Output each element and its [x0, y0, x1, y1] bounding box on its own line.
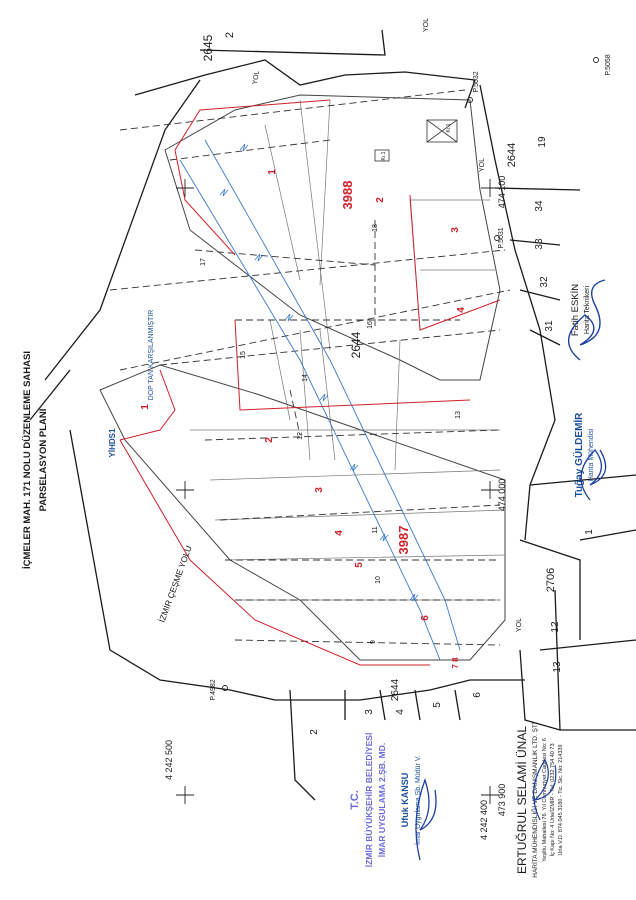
island-16: 16 — [367, 321, 374, 329]
survey-points — [223, 58, 599, 691]
neighbor-13: 13 — [552, 661, 563, 673]
neighbor-6: 6 — [472, 692, 483, 698]
road-yol-2: YOL — [423, 17, 430, 33]
grid-crosses — [176, 179, 499, 804]
island-10: 10 — [375, 576, 382, 584]
coord-474100: 474 100 — [497, 175, 507, 209]
point-p5032: P.5032 — [473, 71, 480, 93]
block-2645: 2645 — [201, 34, 215, 62]
parcel-4: 4 — [334, 530, 345, 536]
parcel-1-top: 1 — [267, 169, 278, 175]
island-18: 18 — [372, 224, 379, 232]
person1-title: İmar Uygulama Şb. Müdür V. — [415, 755, 422, 845]
road-yol-3: YOL — [479, 157, 486, 173]
parcel-3-top: 3 — [450, 227, 461, 233]
person3-title: Harita Teknikeri — [584, 285, 591, 335]
point-p5058: P.5058 — [605, 54, 612, 76]
person1-name: Ufuk KANSU — [400, 772, 410, 828]
block-2644-bottom: 2644 — [390, 678, 401, 702]
point-p5031: P.5031 — [498, 227, 505, 249]
company-sub: HARİTA MÜHENDİSLİĞİ VE DANIŞMANLIK LTD. ŞTİ — [532, 722, 539, 878]
neighbor-31: 31 — [544, 320, 555, 332]
island-14: 14 — [302, 374, 309, 382]
block-2706: 2706 — [545, 567, 557, 593]
island-12: 12 — [297, 432, 304, 440]
building-label-k1b: Kı.1 — [381, 151, 387, 161]
point-marker-p5058 — [594, 58, 599, 63]
company-name: ERTUĞRUL SELAMİ ÜNAL — [515, 725, 529, 875]
stamp-tc: T.C. — [349, 790, 361, 810]
stamp-municipality-name: İZMİR BÜYÜKŞEHİR BELEDİYESİ — [364, 732, 374, 868]
parcel-1: 1 — [140, 404, 151, 410]
coord-4242400: 4 242 400 — [479, 799, 489, 841]
coord-474000: 474 000 — [497, 478, 507, 512]
municipality-stamp — [349, 733, 387, 868]
neighbor-19: 19 — [537, 136, 548, 148]
neighbor-32: 32 — [539, 276, 550, 288]
block-2644-right: 2644 — [506, 142, 518, 168]
person2-title: Harita Mühendisi — [588, 428, 595, 482]
plan-title — [22, 351, 49, 569]
stamp-municipality-unit: İMAR UYGULAMA 2.ŞB. MD. — [377, 742, 387, 858]
buildings — [375, 120, 457, 161]
parcel-3: 3 — [314, 487, 325, 493]
coord-4242500: 4 242 500 — [164, 739, 174, 781]
title-line2: PARSELASYON PLANI — [38, 408, 49, 512]
company-addr1: Yeşiltu Mahallesi 76. Yıl Cumhuriyet Caddesi No: 6 — [542, 738, 548, 862]
parcel-4-top: 4 — [456, 307, 467, 313]
dop-note: DOP TAN KARŞILANMIŞTIR — [148, 309, 155, 401]
road-yol-4: YOL — [516, 617, 523, 633]
neighbor-12: 12 — [550, 621, 561, 633]
block-3988: 3988 — [340, 180, 355, 210]
parcel-6: 6 — [420, 615, 431, 621]
neighbor-33: 33 — [534, 238, 545, 250]
road-name: İZMİR ÇEŞME YOLU — [156, 544, 194, 624]
neighbor-4: 4 — [395, 709, 406, 715]
block-3987: 3987 — [396, 525, 411, 555]
yihds-label: YİHDS1 — [108, 428, 117, 458]
neighbor-2-top: 2 — [224, 31, 236, 39]
title-line1: İÇMELER MAH. 171 NOLU DÜZENLEME SAHASI — [22, 351, 33, 569]
company-addr3: Urla V.D. 874 045 3180 - Tic. Sic. No: 214339 — [558, 744, 564, 856]
neighbor-34: 34 — [534, 200, 545, 212]
parcel-5: 5 — [354, 562, 365, 568]
parcel-7-8: 7 8 — [451, 657, 460, 669]
neighbor-5: 5 — [432, 702, 443, 708]
neighbor-1: 1 — [584, 529, 595, 535]
person3-name: Fatih ESKİN — [570, 283, 581, 337]
company-addr2: İç Kapı No: 4 Urla/İZMİR - Tel: 0232 754 40 73 — [550, 743, 556, 857]
point-p4982: P.4982 — [210, 679, 217, 701]
island-13: 13 — [455, 411, 462, 419]
neighbor-2-bottom: 2 — [309, 729, 320, 735]
parcel-lines — [190, 100, 505, 600]
company-stamp — [514, 722, 564, 878]
coord-473900: 473 900 — [497, 783, 507, 817]
building-label-k1a: Kı.1 — [446, 123, 452, 133]
island-17: 17 — [200, 258, 207, 266]
power-line-ticks — [220, 144, 418, 601]
parcel-2-top: 2 — [375, 197, 386, 203]
person2-name: Tuğay GÜLDEMİR — [574, 412, 585, 498]
parcel-2: 2 — [264, 437, 275, 443]
road-yol-1: YOL — [251, 70, 262, 86]
island-11: 11 — [372, 526, 379, 534]
neighbor-3: 3 — [364, 709, 375, 715]
island-15: 15 — [240, 351, 247, 359]
island-9: 9 — [370, 640, 377, 644]
block-2644: 2644 — [349, 331, 363, 359]
